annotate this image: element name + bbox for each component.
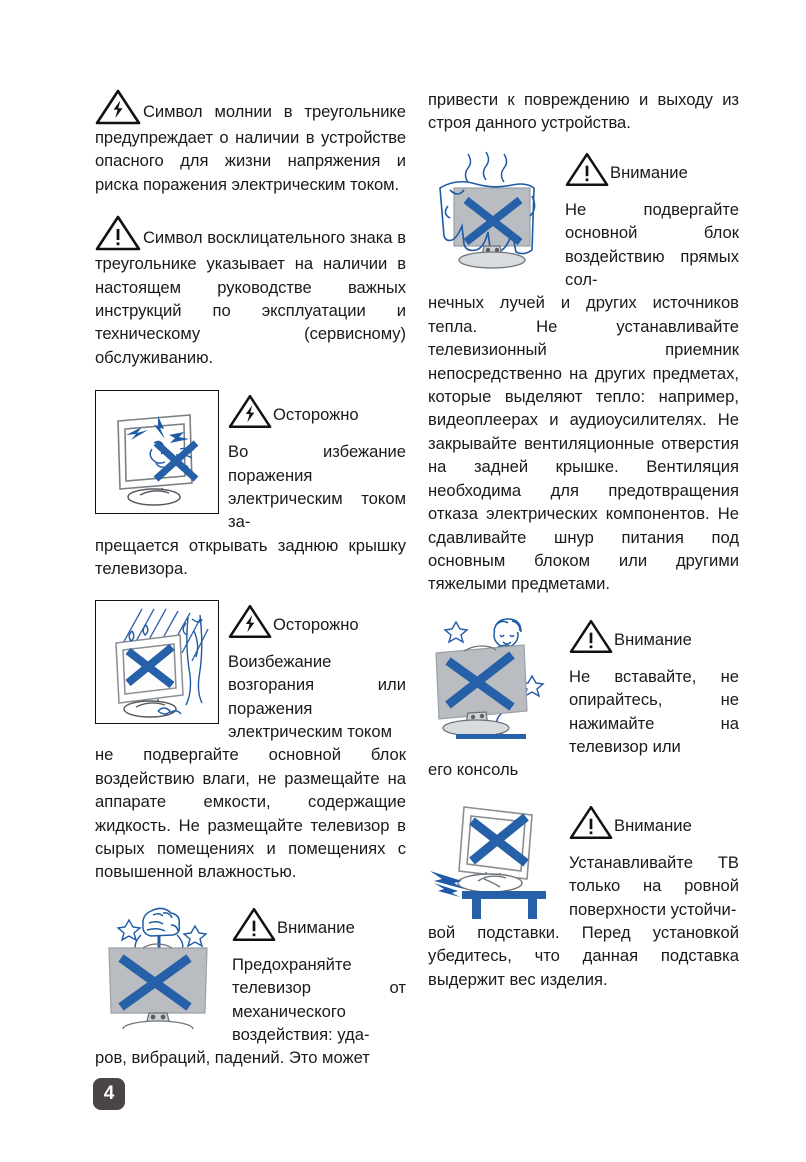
warning-body-wrapped: Устанавливайте ТВ только на ровной поверхности устойчи- bbox=[569, 852, 739, 919]
intro-exclamation-text: Символ восклицательного знака в треугольнике указывает на наличии в настоящем руководстве важных инструкций по эксплуатации и техническому (сервисному) обслуживанию. bbox=[95, 228, 406, 367]
intro-exclamation-paragraph bbox=[95, 214, 406, 369]
warning-body-continued: не подвергайте основной блок воздействию влаги, не размещайте на аппарате емкости, содержащие жидкость. Не размещайте телевизор в сырых помещениях и помещениях с повышенной влажностью. bbox=[95, 745, 406, 882]
tv-moisture-rain-illustration bbox=[95, 600, 219, 724]
tv-mechanical-impact-fist-illustration bbox=[95, 903, 223, 1029]
continuation-paragraph: привести к повреждению и выходу из строя данного устройства. bbox=[428, 90, 739, 133]
page-number-badge: 4 bbox=[93, 1078, 125, 1110]
exclamation-in-triangle-icon bbox=[565, 151, 609, 188]
warning-body-wrapped: Во избежание поражения электрическим током за- bbox=[228, 442, 406, 532]
warning-block-heat bbox=[428, 145, 739, 596]
warning-body-wrapped: Не подвергайте основной блок воздействию прямых сол- bbox=[565, 199, 739, 290]
warning-heading-text: Внимание bbox=[614, 815, 692, 835]
lightning-in-triangle-icon bbox=[228, 603, 272, 640]
warning-block-rear-cover bbox=[95, 387, 406, 580]
child-climbing-on-tv-illustration bbox=[428, 615, 560, 741]
exclamation-in-triangle-icon bbox=[569, 618, 613, 655]
warning-heading-text: Внимание bbox=[277, 917, 355, 937]
tv-rear-cover-electric-shock-illustration bbox=[95, 390, 219, 514]
warning-block-child-climbing bbox=[428, 612, 739, 782]
left-column bbox=[95, 88, 406, 1086]
warning-body-wrapped: Предохраняйте телевизор от механического воздействия: уда- bbox=[232, 954, 406, 1044]
warning-heading-text: Осторожно bbox=[273, 614, 359, 634]
warning-body-continued: прещается открывать заднюю крышку телевизора. bbox=[95, 535, 406, 579]
lightning-in-triangle-icon bbox=[95, 88, 141, 126]
warning-body-wrapped: Воизбежание возгорания или поражения электрическим током bbox=[228, 651, 406, 741]
warning-block-moisture bbox=[95, 597, 406, 884]
intro-lightning-paragraph bbox=[95, 88, 406, 196]
lightning-in-triangle-icon bbox=[228, 393, 272, 430]
warning-block-mechanical-impact bbox=[95, 900, 406, 1070]
exclamation-in-triangle-icon bbox=[95, 214, 141, 252]
warning-heading-text: Внимание bbox=[610, 162, 688, 182]
tv-on-unstable-narrow-table-illustration bbox=[428, 801, 560, 919]
right-column bbox=[428, 88, 739, 1007]
warning-body-continued: вой подставки. Перед установкой убедитесь, что данная подставка выдержит вес изделия. bbox=[428, 922, 739, 989]
warning-body-wrapped: Не вставайте, не опирайтесь, не нажимайте на телевизор или bbox=[569, 666, 739, 756]
tv-covered-by-cloth-heat-illustration bbox=[428, 148, 556, 272]
warning-body-continued: его консоль bbox=[428, 760, 519, 780]
warning-heading-text: Внимание bbox=[614, 629, 692, 649]
intro-lightning-text: Символ молнии в треугольнике предупреждает о наличии в устройстве опасного для жизни напряжения и риска поражения электрическим током. bbox=[95, 102, 406, 194]
exclamation-in-triangle-icon bbox=[569, 804, 613, 841]
warning-body-continued: нечных лучей и других источников тепла. Не устанавливайте телевизионный приемник непосредственно на других предметах, которые выделяют тепло: например, видеоплеерах и аудиоусилителях. Не закрывайте вентиляционные отверстия на задней крышке. Вентиляция необходима для предотвращения отказа электрических компонентов. Не сдавливайте шнур питания под основным блоком или другими тяжелыми предметами. bbox=[428, 293, 739, 594]
warning-body-continued: ров, вибраций, падений. Это может bbox=[95, 1048, 370, 1068]
warning-block-unstable-stand bbox=[428, 798, 739, 991]
warning-heading-text: Осторожно bbox=[273, 405, 359, 425]
exclamation-in-triangle-icon bbox=[232, 906, 276, 943]
